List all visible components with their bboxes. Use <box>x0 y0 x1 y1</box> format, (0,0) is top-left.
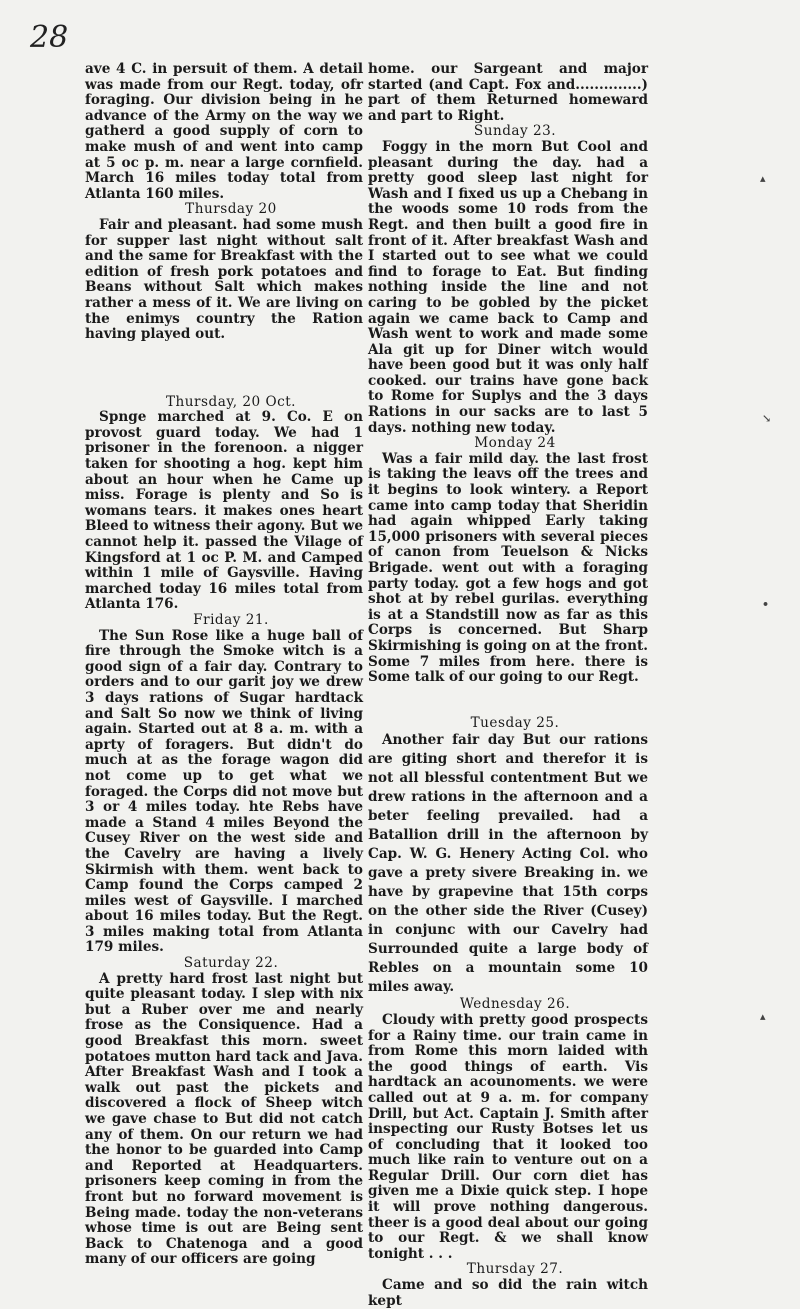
entry-paragraph: Another fair day But our rations are giting short and therefor it is not all blessful contentment But we drew rations in the afternoon and a beter feeling prevailed. had a Batallion drill in the afternoon by Cap. W. G. Henery Acting Col. who gave a prety sivere Breaking in. we have by grapevine that 15th corps on the other side the River (Cusey) in conjunc with our Cavelry had Surrounded quite a large body of Rebles on a mountain some 10 miles away. <box>368 732 648 996</box>
right-column <box>368 62 648 1309</box>
left-column <box>85 62 363 1268</box>
entry-paragraph: Was a fair mild day. the last frost is taking the leavs off the trees and it begins to look wintery. a Report came into camp today that Sheridin had again whipped Early taking 15,000 prisoners with several pieces of canon from Teuelson & Nicks Brigade. went out with a foraging party today. got a few hogs and got shot at by rebel gurilas. everything is at a Standstill now as far as this Corps is concerned. But Sharp Skirmishing is going on at the front. Some 7 miles from here. there is Some talk of our going to our Regt. <box>368 450 648 686</box>
entry-date-heading: Wednesday 26. <box>459 996 571 1013</box>
margin-mark: ▴ <box>760 1010 766 1023</box>
entry-paragraph: A pretty hard frost last night but quite pleasant today. I slep with nix but a Ruber over me and nearly frose as the Consiquence. Had a good Breakfast this morn. sweet potatoes mutton hard tack and Java. After Breakfast Wash and I took a walk out past the pickets and discovered a flock of Sheep witch we gave chase to But did not catch any of them. On our return we had the honor to be guarded into Camp and Reported at Headquarters. prisoners keep coming in from the front but no forward movement is Being made. today the non-veterans whose time is out are Being sent Back to Chatenoga and a good many of our officers are going <box>85 970 363 1268</box>
entry-date-heading: Thursday, 20 Oct. <box>165 393 297 410</box>
entry-paragraph: Spnge marched at 9. Co. E on provost guard today. We had 1 prisoner in the forenoon. a nigger taken for shooting a hog. kept him about an hour when he Came up miss. Forage is plenty and So is womans tears. it makes ones heart Bleed to witness their agony. But we cannot help it. passed the Vilage of Kingsford at 1 oc P. M. and Camped within 1 mile of Gaysville. Having marched today 16 miles total from Atlanta 176. <box>85 409 363 613</box>
entry-date-heading: Tuesday 25. <box>470 714 560 731</box>
entry-paragraph: Foggy in the morn But Cool and pleasant during the day. had a pretty good sleep last night for Wash and I fixed us up a Chebang in the woods some 10 rods from the Regt. and then built a good fire in front of it. After breakfast Wash and I started out to see what we could find to forage to Eat. But finding nothing inside the line and not caring to be gobled by the picket again we came back to Camp and Wash went to work and made some Ala git up for Diner witch would have been good but it was only half cooked. our trains have gone back to Rome for Suplys and the 3 days Rations in our sacks are to last 5 days. nothing new today. <box>368 138 648 436</box>
entry-date-heading: Friday 21. <box>193 612 269 628</box>
entry-date-heading: Saturday 22. <box>183 955 279 972</box>
entry-date-heading: Thursday 27. <box>466 1261 564 1278</box>
section-gap <box>85 343 363 395</box>
entry-paragraph: Cloudy with pretty good prospects for a Rainy time. our train came in from Rome this morn laided with the good things of earth. Vis hardtack an acounoments. we were called out at 9 a. m. for company Drill, but Act. Captain J. Smith after inspecting our Rusty Botses let us of concluding that it looked too much like rain to venture out on a Regular Drill. Our corn diet has given me a Dixie quick step. I hope it will prove nothing dangerous. theer is a good deal about our going to our Regt. & we shall know tonight . . . <box>368 1011 648 1262</box>
entry-paragraph: The Sun Rose like a huge ball of fire through the Smoke witch is a good sign of a fair day. Contrary to orders and to our garit joy we drew 3 days rations of Sugar hardtack and Salt So now we think of living again. Started out at 8 a. m. with a aprty of foragers. But didn't do much at as the forage wagon did not come up to get what we foraged. the Corps did not move but 3 or 4 miles today. hte Rebs have made a Stand 4 miles Beyond the Cusey River on the west side and the Cavelry are having a lively Skirmish with them. went back to Camp found the Corps camped 2 miles west of Gaysville. I marched about 16 miles today. But the Regt. 3 miles making total from Atlanta 179 miles. <box>85 627 363 956</box>
entry-paragraph: Came and so did the rain witch kept <box>368 1277 648 1309</box>
entry-date-heading: Monday 24 <box>474 435 556 452</box>
entry-date-heading: Thursday 20 <box>185 201 277 218</box>
entry-date-heading: Sunday 23. <box>473 123 557 140</box>
margin-mark: • <box>762 598 770 611</box>
entry-paragraph: Fair and pleasant. had some mush for supper last night without salt and the same for Breakfast with the edition of fresh pork potatoes and Beans without Salt which makes rather a mess of it. We are living on the enimys country the Ration having played out. <box>85 216 363 343</box>
entry-paragraph: ave 4 C. in persuit of them. A detail was made from our Regt. today, ofr foraging. Our division being in he advance of the Army on the way we gatherd a good supply of corn to make mush of and went into camp at 5 oc p. m. near a large cornfield. March 16 miles today total from Atlanta 160 miles. <box>85 61 363 202</box>
entry-paragraph: home. our Sargeant and major started (and Capt. Fox and..............) part of them Returned homeward and part to Right. <box>368 61 648 124</box>
margin-mark: ▴ <box>760 172 766 185</box>
margin-mark: ↘ <box>762 412 772 425</box>
section-gap <box>368 686 648 716</box>
page-number: 28 <box>30 20 69 55</box>
